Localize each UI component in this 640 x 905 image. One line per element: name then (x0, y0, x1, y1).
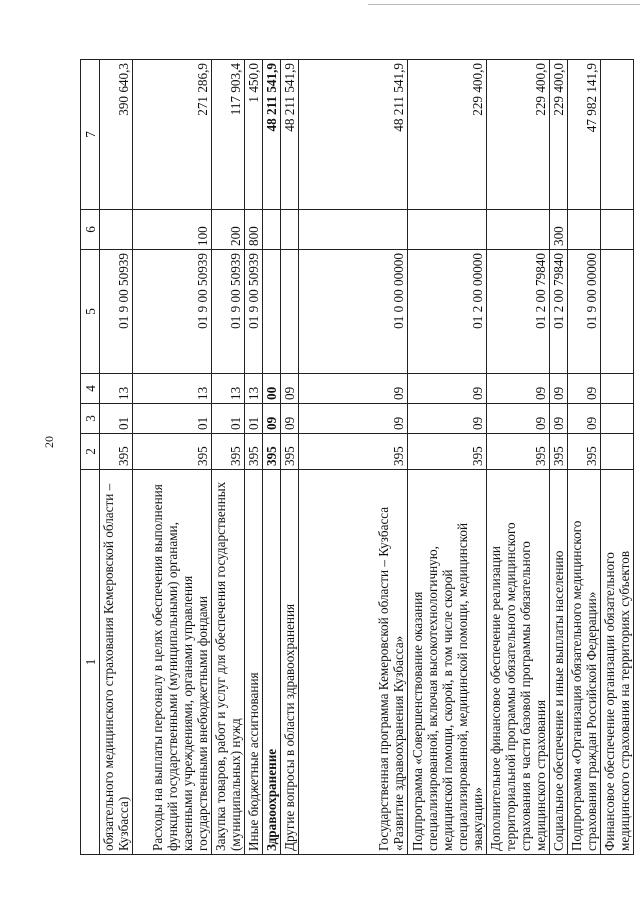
target-article-cell: 01 2 00 79840 (487, 250, 550, 374)
amount-cell: 229 400,0 (408, 60, 487, 210)
subsection-code-cell: 09 (487, 374, 550, 404)
header-cell-2: 2 (81, 434, 100, 470)
table-row (601, 60, 634, 855)
ministry-code-cell: 395 (281, 434, 299, 470)
scan-edge-line (368, 4, 640, 5)
table-row (281, 60, 299, 855)
amount-cell (601, 60, 634, 210)
ministry-code-cell: 395 (263, 434, 281, 470)
expense-type-cell (299, 210, 408, 250)
table-row (568, 60, 601, 855)
expense-type-cell (568, 210, 601, 250)
table-row (212, 60, 245, 855)
section-code-cell: 09 (281, 404, 299, 434)
table-row (299, 60, 408, 855)
row-name-cell: Расходы на выплаты персоналу в целях обеспечения выполнения функций государственными (муниципальными) органами, казенными учреждениями, органами управления государственными внебюджетными фондами (133, 470, 212, 855)
row-name-cell: Социальное обеспечение и иные выплаты населению (550, 470, 568, 855)
row-name-cell: обязательного медицинского страхования Кемеровской области – Кузбасса) (100, 470, 133, 855)
table-row (100, 60, 133, 855)
row-name-cell: Иные бюджетные ассигнования (245, 470, 263, 855)
target-article-cell: 01 2 00 79840 (550, 250, 568, 374)
ministry-code-cell: 395 (100, 434, 133, 470)
ministry-code-cell: 395 (133, 434, 212, 470)
amount-cell: 48 211 541,9 (263, 60, 281, 210)
amount-cell: 48 211 541,9 (299, 60, 408, 210)
row-name-cell: Государственная программа Кемеровской области – Кузбасса «Развитие здравоохранения Кузбасса» (299, 470, 408, 855)
subsection-code-cell: 09 (550, 374, 568, 404)
amount-cell: 47 982 141,9 (568, 60, 601, 210)
ministry-code-cell: 395 (245, 434, 263, 470)
expense-type-cell: 200 (212, 210, 245, 250)
expense-type-cell (487, 210, 550, 250)
target-article-cell: 01 9 00 50939 (133, 250, 212, 374)
row-name-cell: Дополнительное финансовое обеспечение реализации территориальной программы обязательного медицинского страхования в части базовой программы обязательного медицинского страхования (487, 470, 550, 855)
table-header-row (81, 60, 100, 855)
expense-type-cell (100, 210, 133, 250)
target-article-cell: 01 0 00 00000 (299, 250, 408, 374)
target-article-cell (281, 250, 299, 374)
target-article-cell: 01 9 00 50939 (212, 250, 245, 374)
ministry-code-cell: 395 (299, 434, 408, 470)
expense-type-cell (408, 210, 487, 250)
table-row (133, 60, 212, 855)
section-code-cell: 09 (263, 404, 281, 434)
section-code-cell: 01 (245, 404, 263, 434)
table-row (550, 60, 568, 855)
row-name-cell: Финансовое обеспечение организации обязательного медицинского страхования на территориях субъектов (601, 470, 634, 855)
row-name-cell: Подпрограмма «Совершенствование оказания специализированной, включая высокотехнологичную, медицинской помощи, скорой, в том числе скорой специализированной, медицинской помощи, медицинской эвакуации» (408, 470, 487, 855)
section-code-cell: 01 (100, 404, 133, 434)
target-article-cell: 01 9 00 50939 (100, 250, 133, 374)
table-row (245, 60, 263, 855)
expense-type-cell: 300 (550, 210, 568, 250)
page-number: 20 (42, 436, 56, 448)
amount-cell: 1 450,0 (245, 60, 263, 210)
header-cell-5: 5 (81, 250, 100, 374)
section-code-cell: 09 (487, 404, 550, 434)
expense-type-cell (263, 210, 281, 250)
target-article-cell: 01 9 00 00000 (568, 250, 601, 374)
table-row (263, 60, 281, 855)
header-cell-1: 1 (81, 470, 100, 855)
rotated-table-container (80, 60, 632, 855)
ministry-code-cell: 395 (212, 434, 245, 470)
header-cell-3: 3 (81, 404, 100, 434)
section-code-cell: 09 (408, 404, 487, 434)
section-code-cell: 09 (550, 404, 568, 434)
table-row (408, 60, 487, 855)
expense-type-cell (281, 210, 299, 250)
amount-cell: 390 640,3 (100, 60, 133, 210)
section-code-cell: 01 (212, 404, 245, 434)
subsection-code-cell: 00 (263, 374, 281, 404)
subsection-code-cell: 09 (408, 374, 487, 404)
row-name-cell: Подпрограмма «Организация обязательного медицинского страхования граждан Российской Федерации» (568, 470, 601, 855)
section-code-cell: 09 (568, 404, 601, 434)
target-article-cell: 01 9 00 50939 (245, 250, 263, 374)
header-cell-4: 4 (81, 374, 100, 404)
target-article-cell (263, 250, 281, 374)
subsection-code-cell: 13 (100, 374, 133, 404)
amount-cell: 229 400,0 (550, 60, 568, 210)
expense-type-cell: 800 (245, 210, 263, 250)
subsection-code-cell: 09 (568, 374, 601, 404)
subsection-code-cell: 13 (245, 374, 263, 404)
section-code-cell (601, 404, 634, 434)
table-body (100, 60, 634, 855)
ministry-code-cell (601, 434, 634, 470)
amount-cell: 117 903,4 (212, 60, 245, 210)
budget-table (80, 59, 634, 855)
subsection-code-cell: 09 (299, 374, 408, 404)
target-article-cell (601, 250, 634, 374)
subsection-code-cell (601, 374, 634, 404)
subsection-code-cell: 09 (281, 374, 299, 404)
ministry-code-cell: 395 (550, 434, 568, 470)
amount-cell: 48 211 541,9 (281, 60, 299, 210)
amount-cell: 229 400,0 (487, 60, 550, 210)
row-name-cell: Другие вопросы в области здравоохранения (281, 470, 299, 855)
section-code-cell: 01 (133, 404, 212, 434)
ministry-code-cell: 395 (408, 434, 487, 470)
subsection-code-cell: 13 (133, 374, 212, 404)
row-name-cell: Закупка товаров, работ и услуг для обеспечения государственных (муниципальных) нужд (212, 470, 245, 855)
header-cell-6: 6 (81, 210, 100, 250)
table-row (487, 60, 550, 855)
row-name-cell: Здравоохранение (263, 470, 281, 855)
expense-type-cell: 100 (133, 210, 212, 250)
amount-cell: 271 286,9 (133, 60, 212, 210)
ministry-code-cell: 395 (487, 434, 550, 470)
ministry-code-cell: 395 (568, 434, 601, 470)
section-code-cell: 09 (299, 404, 408, 434)
target-article-cell: 01 2 00 00000 (408, 250, 487, 374)
expense-type-cell (601, 210, 634, 250)
subsection-code-cell: 13 (212, 374, 245, 404)
header-cell-7: 7 (81, 60, 100, 210)
